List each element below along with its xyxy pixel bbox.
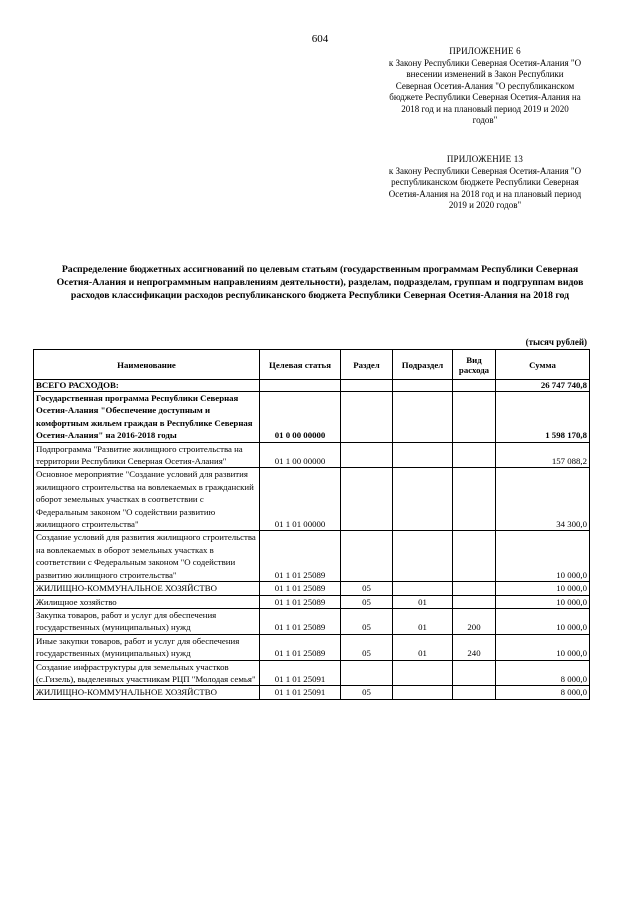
cell-type xyxy=(453,531,496,582)
cell-sum: 8 000,0 xyxy=(496,660,590,686)
cell-section xyxy=(341,392,393,443)
cell-name: Иные закупки товаров, работ и услуг для обеспечения государственных (муниципальных) нужд xyxy=(34,634,260,660)
cell-type xyxy=(453,582,496,595)
annex-6-title: ПРИЛОЖЕНИЕ 6 xyxy=(449,46,521,56)
cell-type xyxy=(453,686,496,699)
cell-name: Закупка товаров, работ и услуг для обеспечения государственных (муниципальных) нужд xyxy=(34,608,260,634)
cell-code: 01 1 01 25089 xyxy=(260,595,341,608)
cell-code: 01 1 00 00000 xyxy=(260,442,341,468)
cell-section xyxy=(341,660,393,686)
annex-13-text: к Закону Республики Северная Осетия-Алания "О республиканском бюджете Республики Северная Осетия-Алания на 2018 год и на плановый период 2019 и 2020 годов" xyxy=(388,165,582,210)
cell-code: 01 1 01 25089 xyxy=(260,582,341,595)
annex-6-text: к Закону Республики Северная Осетия-Алания "О внесении изменений в Закон Республики Северная Осетия-Алания "О республиканском бюджете Республики Северная Осетия-Алания на 2018 год и на плановый период 2019 и 2020 годов" xyxy=(388,57,582,125)
table-header-row xyxy=(34,350,590,380)
cell-section: 05 xyxy=(341,634,393,660)
cell-sum: 34 300,0 xyxy=(496,468,590,531)
cell-code: 01 1 01 25091 xyxy=(260,660,341,686)
table-row xyxy=(34,686,590,699)
cell-sum: 10 000,0 xyxy=(496,608,590,634)
cell-code: 01 1 01 00000 xyxy=(260,468,341,531)
cell-section xyxy=(341,531,393,582)
cell-subsection xyxy=(393,531,453,582)
cell-name: Создание условий для развития жилищного строительства на вовлекаемых в оборот земельных участках в соответствии с Федеральным законом "О содействии развитию жилищного строительства" xyxy=(34,531,260,582)
cell-subsection xyxy=(393,686,453,699)
cell-name: Жилищное хозяйство xyxy=(34,595,260,608)
header-sum: Сумма xyxy=(496,350,590,380)
cell-type xyxy=(453,595,496,608)
table-row xyxy=(34,442,590,468)
cell-code: 01 1 01 25089 xyxy=(260,608,341,634)
table-row xyxy=(34,660,590,686)
cell-subsection: 01 xyxy=(393,634,453,660)
table-row xyxy=(34,380,590,392)
cell-code: 01 0 00 00000 xyxy=(260,392,341,443)
cell-name: Основное мероприятие "Создание условий для развития жилищного строительства на вовлекаемых в гражданский оборот земельных участках в соответствии с Федеральным законом "О содействии развитию жилищного строительства" xyxy=(34,468,260,531)
cell-section xyxy=(341,442,393,468)
cell-sum: 157 088,2 xyxy=(496,442,590,468)
cell-subsection xyxy=(393,660,453,686)
header-type: Вид расхода xyxy=(453,350,496,380)
cell-section: 05 xyxy=(341,686,393,699)
cell-sum: 10 000,0 xyxy=(496,595,590,608)
cell-name: Подпрограмма "Развитие жилищного строительства на территории Республики Северная Осетия-Алания" xyxy=(34,442,260,468)
cell-code xyxy=(260,380,341,392)
cell-subsection xyxy=(393,392,453,443)
cell-code: 01 1 01 25089 xyxy=(260,634,341,660)
cell-name: Создание инфраструктуры для земельных участков (с.Гизель), выделенных участникам РЦП "Молодая семья" xyxy=(34,660,260,686)
cell-subsection xyxy=(393,442,453,468)
cell-code: 01 1 01 25091 xyxy=(260,686,341,699)
cell-name: ЖИЛИЩНО-КОММУНАЛЬНОЕ ХОЗЯЙСТВО xyxy=(34,582,260,595)
table-row xyxy=(34,582,590,595)
annex-6-block xyxy=(388,46,582,127)
annex-13-block xyxy=(388,154,582,212)
cell-subsection: 01 xyxy=(393,608,453,634)
cell-subsection xyxy=(393,380,453,392)
cell-subsection: 01 xyxy=(393,595,453,608)
cell-sum: 10 000,0 xyxy=(496,582,590,595)
cell-type xyxy=(453,660,496,686)
cell-sum: 10 000,0 xyxy=(496,531,590,582)
cell-sum: 8 000,0 xyxy=(496,686,590,699)
table-row xyxy=(34,608,590,634)
cell-type xyxy=(453,442,496,468)
cell-name: ВСЕГО РАСХОДОВ: xyxy=(34,380,260,392)
cell-section: 05 xyxy=(341,582,393,595)
units-label: (тысяч рублей) xyxy=(525,337,587,347)
table-row xyxy=(34,468,590,531)
header-section: Раздел xyxy=(341,350,393,380)
header-subsection: Подраздел xyxy=(393,350,453,380)
cell-section xyxy=(341,468,393,531)
cell-section: 05 xyxy=(341,595,393,608)
cell-type xyxy=(453,468,496,531)
header-name: Наименование xyxy=(34,350,260,380)
cell-section: 05 xyxy=(341,608,393,634)
cell-name: ЖИЛИЩНО-КОММУНАЛЬНОЕ ХОЗЯЙСТВО xyxy=(34,686,260,699)
cell-type: 240 xyxy=(453,634,496,660)
cell-name: Государственная программа Республики Северная Осетия-Алания "Обеспечение доступным и комфортным жильем граждан в Республике Северная Осетия-Алания" на 2016-2018 годы xyxy=(34,392,260,443)
cell-type xyxy=(453,392,496,443)
page-number: 604 xyxy=(311,33,329,45)
budget-table xyxy=(33,349,590,700)
annex-13-title: ПРИЛОЖЕНИЕ 13 xyxy=(446,154,524,164)
cell-sum: 10 000,0 xyxy=(496,634,590,660)
header-code: Целевая статья xyxy=(260,350,341,380)
cell-subsection xyxy=(393,582,453,595)
cell-sum: 1 598 170,8 xyxy=(496,392,590,443)
table-row xyxy=(34,392,590,443)
cell-code: 01 1 01 25089 xyxy=(260,531,341,582)
cell-type xyxy=(453,380,496,392)
table-row xyxy=(34,531,590,582)
table-row xyxy=(34,595,590,608)
cell-section xyxy=(341,380,393,392)
cell-type: 200 xyxy=(453,608,496,634)
table-row xyxy=(34,634,590,660)
document-title: Распределение бюджетных ассигнований по целевым статьям (государственным программам Республики Северная Осетия-Алания и непрограммным направлениям деятельности), разделам, подразделам, группам и подгруппам видов расходов классификации расходов республиканского бюджета Республики Северная Осетия-Алания на 2018 год xyxy=(56,264,584,301)
cell-subsection xyxy=(393,468,453,531)
cell-sum: 26 747 740,8 xyxy=(496,380,590,392)
